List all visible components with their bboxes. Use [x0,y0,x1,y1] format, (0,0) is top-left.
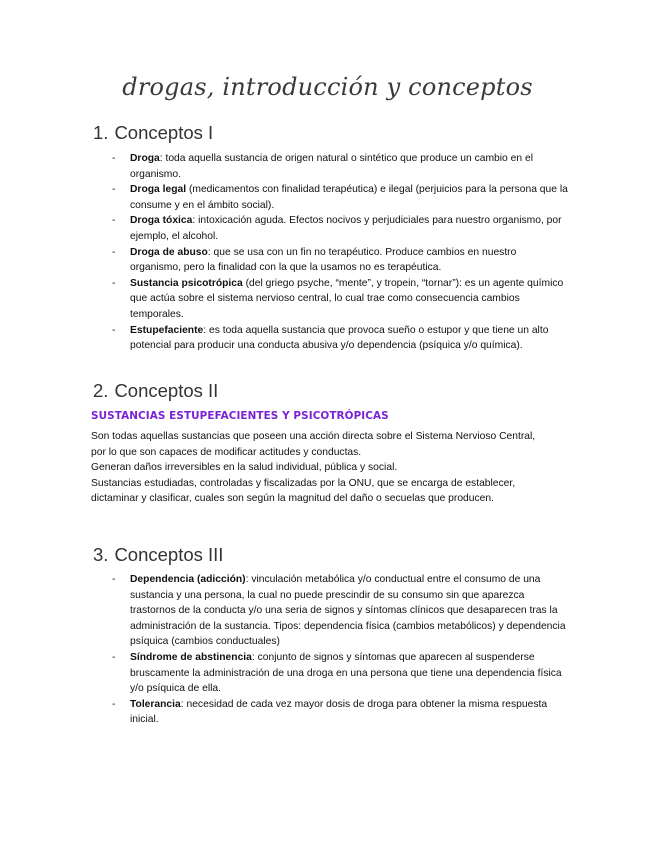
document-title: drogas, introducción y conceptos [122,73,533,101]
bullet-dash: - [112,698,116,710]
bullet-dash: - [112,277,116,289]
bullet-dash: - [112,574,116,585]
bullet-dash: - [112,651,116,663]
list-item [0,151,570,182]
definition-list-conceptos-3 [0,572,570,728]
term: Dependencia (adicción) [130,574,246,585]
definition: : intoxicación aguda. Efectos nocivos y perjudiciales para nuestro organismo, por ejemplo, el alcohol. [130,215,562,242]
term: Sustancia psicotrópica [130,277,243,289]
definition-list-conceptos-1 [0,151,570,354]
definition: : conjunto de signos y síntomas que aparecen al suspenderse bruscamente la administración de una droga en una persona que tiene una dependencia física y/o psíquica de ella. [130,651,562,695]
definition: : toda aquella sustancia de origen natural o sintético que produce un cambio en el organismo. [130,153,533,180]
section-heading-conceptos-1 [93,122,213,144]
paragraph-line: dictaminar y clasificar, cuales son según la magnitud del daño o secuelas que producen. [91,493,494,505]
paragraph-line: por lo que son capaces de modificar actitudes y conductas. [91,446,362,458]
list-item [0,697,570,728]
bullet-dash: - [112,324,116,336]
definition: : necesidad de cada vez mayor dosis de droga para obtener la misma respuesta inicial. [130,698,548,726]
section-subheading: SUSTANCIAS ESTUPEFACIENTES Y PSICOTRÓPICAS [91,410,389,422]
bullet-dash: - [112,153,116,164]
term: Tolerancia [130,698,181,710]
section-heading-conceptos-2 [93,380,218,402]
term: Síndrome de abstinencia [130,651,252,663]
term: Estupefaciente [130,324,204,336]
paragraph-line: Generan daños irreversibles en la salud individual, pública y social. [91,462,398,474]
section-title: Conceptos II [114,380,219,401]
section-number: 2. [93,380,109,401]
list-item [0,276,570,323]
section-number: 3. [93,544,109,565]
definition: : es toda aquella sustancia que provoca sueño o estupor y que tiene un alto potencial para producir una conducta abusiva y/o dependencia (psíquica y/o química). [130,324,549,352]
section-heading-conceptos-3 [93,544,223,566]
definition: : que se usa con un fin no terapéutico. Produce cambios en nuestro organismo, pero la finalidad con la que la usamos no es terapéutica. [130,246,517,274]
bullet-dash: - [112,215,116,227]
list-item [0,213,570,244]
definition: (del griego psyche, “mente”, y tropein, “tornar”): es un agente químico que actúa sobre el sistema nervioso central, lo cual trae como consecuencia cambios temporales. [130,277,564,320]
section-number: 1. [93,122,109,143]
list-item [0,650,570,697]
section-title: Conceptos III [114,544,224,565]
term: Droga tóxica [130,215,193,227]
definition: : vinculación metabólica y/o conductual entre el consumo de una sustancia y una persona, la cual no puede prescindir de su consumo sin que aparezca trastornos de la conducta y/o una seria de signos y síntomas clínicos que desaparecen tras la administración de la sustancia. Tipos: dependencia física (cambios metabólicos) y dependencia psíquica (cambios conductuales) [130,574,566,648]
definition: (medicamentos con finalidad terapéutica) e ilegal (perjuicios para la persona que la consume y en el ámbito social). [130,184,568,211]
paragraph-line: Son todas aquellas sustancias que poseen una acción directa sobre el Sistema Nervioso Central, [91,431,536,442]
list-item [0,323,570,354]
list-item [0,245,570,276]
list-item [0,182,570,213]
section-paragraph [91,429,571,507]
bullet-dash: - [112,246,116,258]
section-title: Conceptos I [114,122,214,143]
bullet-dash: - [112,184,116,196]
list-item [0,572,570,650]
term: Droga [130,153,160,164]
term: Droga de abuso [130,246,208,258]
term: Droga legal [130,184,187,196]
paragraph-line: Sustancias estudiadas, controladas y fiscalizadas por la ONU, que se encarga de establecer, [91,477,516,489]
